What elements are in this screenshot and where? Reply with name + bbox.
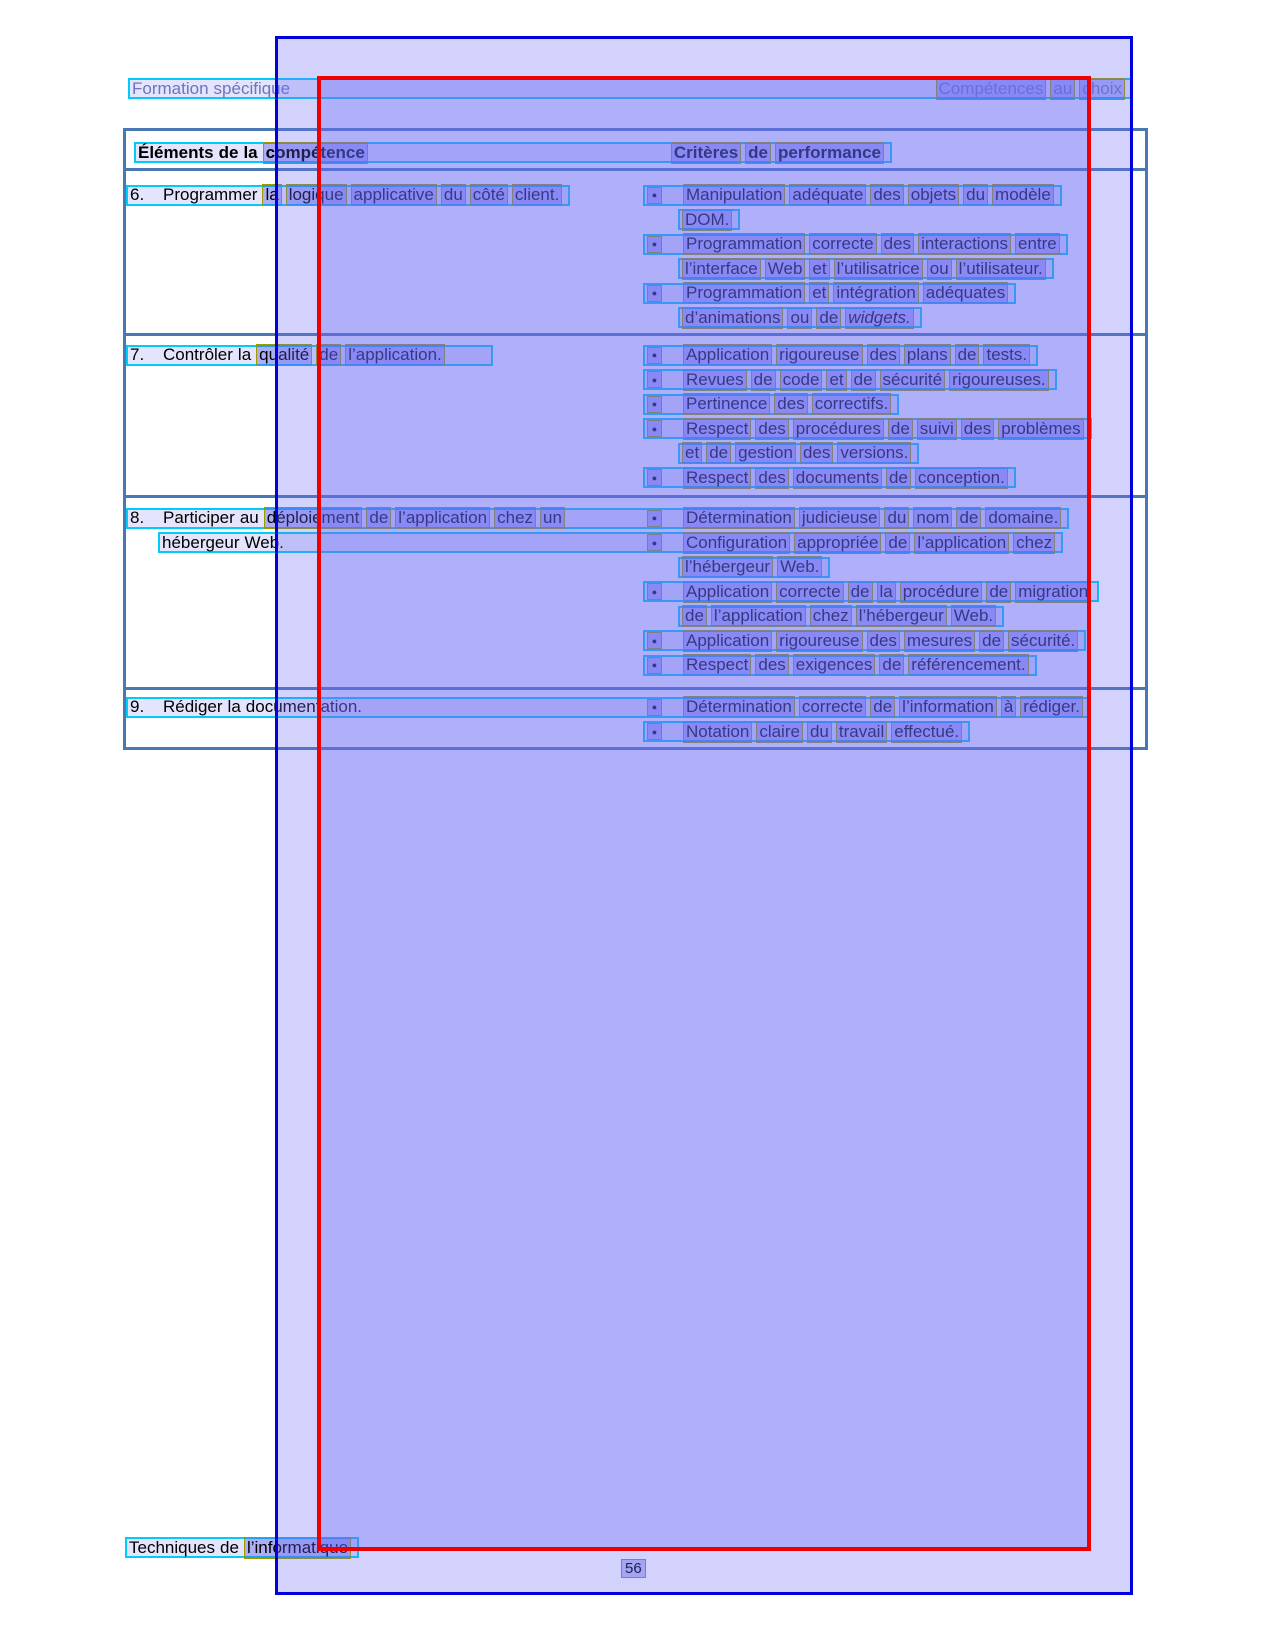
criteria-line-box [643,283,1016,304]
criteria-line-box [643,234,1068,255]
word: au [239,508,259,528]
word: correcte [799,696,866,718]
criteria-line-box [678,557,830,578]
word: et [809,258,829,280]
word: la [227,697,241,717]
word: qualité [256,344,312,366]
criteria-line-box [678,307,922,328]
word: Techniques [129,1537,216,1557]
word: de [979,630,1004,652]
word: Application [683,344,772,366]
word: Programmation [683,233,805,255]
word: l’application [395,507,490,529]
line-highlight-box [126,345,493,366]
word: de [885,532,910,554]
word: la [243,142,258,162]
header-right-text [936,78,1130,100]
word: au [1050,78,1075,100]
text-line [126,417,1145,442]
word: de [218,142,239,162]
word: Participer [163,508,235,528]
word: des [870,184,903,206]
word: et [682,442,702,464]
item-number: 9. [130,697,145,717]
column-header-criteres [671,142,888,164]
bullet-icon: ● [647,632,662,649]
word: et [809,282,829,304]
word: l’hébergeur [682,556,773,578]
word: Web. [951,605,996,627]
word: côté [470,184,508,206]
word: spécifique [213,78,291,98]
word: problèmes [998,418,1083,440]
word: rigoureuses. [949,369,1049,391]
word: client. [512,184,562,206]
bullet-icon: ● [647,420,662,437]
word: l’utilisatrice [834,258,923,280]
element-text [130,507,647,529]
word: et [826,369,846,391]
word: de [955,344,980,366]
word: Détermination [683,507,795,529]
word: Critères [671,142,741,164]
word: Compétences [936,78,1047,100]
table-header-line-box [134,142,892,163]
item-number: 6. [130,185,145,205]
text-line [126,466,1145,491]
word: la [877,581,896,603]
word: widgets. [845,307,913,329]
element-cell [126,345,643,366]
text-line [126,208,1145,233]
criteria-line-box [643,345,1038,366]
word: Revues [683,369,747,391]
word: rigoureuse [776,630,862,652]
criteria-line-box [643,369,1057,390]
word: du [884,507,909,529]
criteria-line-box [643,581,1099,602]
word: de [316,344,341,366]
table-row [126,168,1145,333]
text-line [126,604,1145,629]
bullet-icon: ● [647,583,662,600]
word: Formation [132,78,209,98]
word: l’utilisateur. [956,258,1046,280]
line-highlight-box [126,697,1091,718]
element-cell [126,185,643,206]
word: code [780,369,823,391]
word: logique [286,184,347,206]
word: nom [913,507,952,529]
word: de [986,581,1011,603]
page-header [128,78,1133,99]
bullet-icon: ● [647,236,662,253]
word: l’application [711,605,806,627]
text-line [126,695,1145,720]
word: Détermination [683,696,795,718]
word: applicative [351,184,437,206]
bullet-icon: ● [647,534,662,551]
word: des [755,467,788,489]
word: travail [836,721,887,743]
word: chez [494,507,536,529]
word: Rédiger [163,697,223,717]
word: de [745,142,771,164]
word: référencement. [908,654,1028,676]
word: domaine. [985,507,1061,529]
element-text [162,533,647,553]
text-line [126,653,1145,678]
word: des [881,233,914,255]
word: de [706,442,731,464]
criteria-line-box [643,394,899,415]
header-left-text [132,79,295,99]
text-line [126,281,1145,306]
bullet-icon: ● [647,699,662,716]
word: sécurité. [1008,630,1078,652]
word: de [956,507,981,529]
text-line [126,555,1145,580]
word: Notation [683,721,752,743]
criteria-line-box [643,185,1062,206]
word: conception. [915,467,1008,489]
criteria-line-box [678,258,1054,279]
word: Respect [683,467,751,489]
word: correctifs. [812,393,892,415]
word: ou [927,258,952,280]
word: migration [1015,581,1091,603]
word: performance [775,142,884,164]
text-line [126,392,1145,417]
table-header-row [126,131,1145,168]
word: du [963,184,988,206]
text-line [126,368,1145,393]
word: de [851,369,876,391]
word: correcte [776,581,843,603]
word: de [751,369,776,391]
word: à [1001,696,1016,718]
table-row [126,495,1145,687]
word: Configuration [683,532,790,554]
word: interactions [918,233,1011,255]
bullet-icon: ● [647,657,662,674]
line-highlight-box [126,185,570,206]
word: des [961,418,994,440]
word: appropriée [794,532,881,554]
text-line [126,629,1145,654]
word: entre [1015,233,1060,255]
word: l’interface [682,258,761,280]
word: rédiger. [1020,696,1083,718]
line-highlight-box [126,508,1069,529]
line-highlight-box [158,532,1063,553]
word: d’animations [682,307,783,329]
criteria-line-box [643,655,1037,676]
word: Web. [244,532,284,552]
word: de [816,307,841,329]
word: des [867,630,900,652]
table-row [126,333,1145,495]
word: correcte [809,233,876,255]
word: l’information [899,696,997,718]
word: des [800,442,833,464]
word: choix [1079,78,1125,100]
text-line [126,257,1145,282]
bullet-icon: ● [647,347,662,364]
word: l’application [914,532,1009,554]
text-line [126,306,1145,331]
word: des [755,418,788,440]
bullet-icon: ● [647,396,662,413]
word: Programmer [163,185,258,205]
criteria-line-box [678,209,740,230]
word: de [848,581,873,603]
bullet-icon: ● [647,285,662,302]
word: procédures [793,418,884,440]
word: du [807,721,832,743]
text-line [126,531,1145,556]
word: compétence [263,142,368,164]
word: l’application. [345,344,445,366]
text-line [126,343,1145,368]
word: l’hébergeur [856,605,947,627]
word: hébergeur [162,532,240,552]
word: de [682,605,707,627]
text-line [126,720,1145,745]
word: des [774,393,807,415]
word: déploiement [264,507,363,529]
word: effectué. [891,721,962,743]
criteria-line-box [643,630,1086,651]
word: versions. [837,442,911,464]
word: chez [810,605,852,627]
criteria-line-box [643,721,970,742]
bullet-icon: ● [647,371,662,388]
column-header-elements [138,142,372,164]
item-number: 8. [130,508,145,528]
word: documentation. [245,697,363,717]
word: judicieuse [799,507,881,529]
word: de [366,507,391,529]
text-line [126,232,1145,257]
text-line [126,506,1145,531]
word: tests. [983,344,1030,366]
element-text [130,697,647,717]
word: rigoureuse [776,344,862,366]
criteria-line-box [643,418,1092,439]
word: Pertinence [683,393,770,415]
bullet-icon: ● [647,469,662,486]
word: sécurité [880,369,946,391]
word: Web [765,258,806,280]
word: Application [683,630,772,652]
word: Application [683,581,772,603]
word: DOM. [682,209,732,231]
word: Respect [683,418,751,440]
word: ou [787,307,812,329]
word: suivi [917,418,957,440]
word: de [220,1537,239,1557]
word: du [441,184,466,206]
word: de [879,654,904,676]
bullet-icon: ● [647,510,662,527]
word: Éléments [138,142,214,162]
word: de [886,467,911,489]
table-row [126,687,1145,747]
word: la [237,345,252,365]
text-line [126,580,1145,605]
text-line [126,183,1145,208]
text-line [126,441,1145,466]
criteria-line-box [678,606,1004,627]
word: modèle [992,184,1054,206]
word: Respect [683,654,751,676]
criteria-line-box [678,443,919,464]
word: mesures [904,630,975,652]
word: procédure [900,581,983,603]
word: intégration [833,282,918,304]
word: objets [908,184,959,206]
word: la [262,184,281,206]
word: documents [793,467,882,489]
word: chez [1013,532,1055,554]
word: claire [756,721,803,743]
page-footer [125,1537,359,1558]
word: gestion [735,442,796,464]
competence-table [123,128,1148,750]
word: Contrôler [163,345,233,365]
word: de [870,696,895,718]
word: Manipulation [683,184,785,206]
word: Web. [777,556,822,578]
word: exigences [793,654,876,676]
item-number: 7. [130,345,145,365]
word: Programmation [683,282,805,304]
word: des [755,654,788,676]
footer-text [129,1537,355,1559]
word: de [888,418,913,440]
bullet-icon: ● [647,187,662,204]
word: adéquates [923,282,1008,304]
word: des [867,344,900,366]
criteria-line-box [643,467,1016,488]
bullet-icon: ● [647,723,662,740]
word: un [540,507,565,529]
word: adéquate [789,184,866,206]
word: l’informatique [244,1537,351,1559]
page-number: 56 [621,1559,646,1578]
word: plans [904,344,951,366]
